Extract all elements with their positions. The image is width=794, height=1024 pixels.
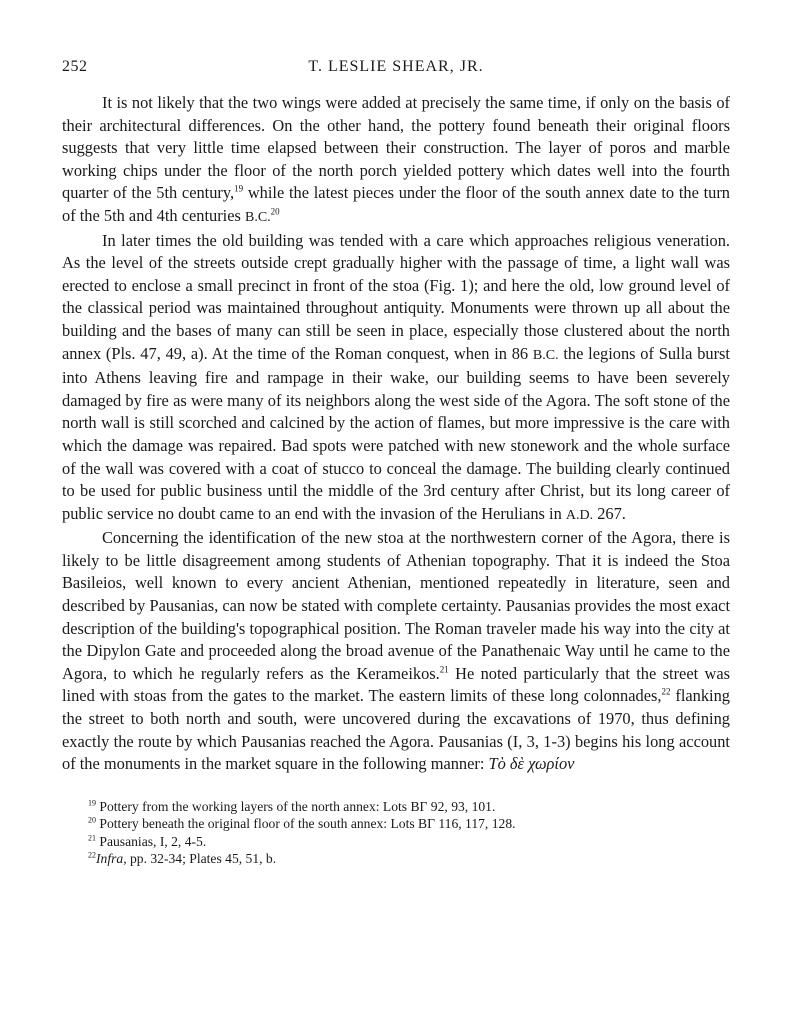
footnote-ref-21: 21: [439, 664, 449, 675]
footnote-text: Pausanias, I, 2, 4-5.: [99, 833, 207, 849]
paragraph-3-text-a: Concerning the identification of the new stoa at the northwestern corner of the Agora, there is likely to be little disagreement among students of Athenian topography. That it is indeed the Stoa Basileios, well known to every ancient Athenian, mentioned repeatedly in literature, seen and described by Pausanias, can now be stated with complete certainty. Pausanias provides the most exact description of the building's topographical position. The Roman traveler made his way into the city at the Dipylon Gate and proceeded along the broad avenue of the Panathenaic Way until he came to the Agora, to which he regularly refers as the Kerameikos.: [62, 528, 730, 683]
footnote-ref-22: 22: [661, 686, 671, 697]
paragraph-2-text-c: 267.: [593, 503, 626, 523]
footnote-20: [88, 815, 730, 832]
footnote-number: 22: [88, 850, 96, 860]
paragraph-2-text-b: the legions of Sulla burst into Athens leaving fire and rampage in their wake, our building seems to have been severely damaged by fire as were many of its neighbors along the west side of the Agora. The soft stone of the north wall is still scorched and calcined by the action of flames, but more impressive is the care with which the damage was repaired. Bad spots were patched with new stonework and the whole surface of the wall was covered with a coat of stucco to conceal the damage. The building clearly continued to be used for public business until the middle of the 3rd century after Christ, but its long career of public service no doubt came to an end with the invasion of the Herulians in: [62, 343, 730, 523]
bc-abbrev: B.C.: [244, 209, 271, 225]
greek-quote: Τὸ δὲ χωρίον: [488, 754, 575, 774]
footnotes: [62, 798, 730, 868]
footnote-19: [88, 798, 730, 815]
paragraph-3: [62, 527, 730, 776]
ad-abbrev: A.D.: [565, 507, 594, 523]
running-title: T. LESLIE SHEAR, JR.: [308, 58, 484, 75]
footnote-number: 19: [88, 798, 96, 808]
body-text: [62, 92, 730, 776]
page-number: 252: [62, 58, 88, 75]
paragraph-2-text-a: In later times the old building was tended with a care which approaches religious veneration. As the level of the streets outside crept gradually higher with the passage of time, a light wall was erected to enclose a small precinct in front of the stoa (Fig. 1); and here the old, low ground level of the classical period was maintained throughout antiquity. Monuments were thrown up all about the building and the bases of many can still be seen in place, especially those clustered about the north annex (Pls. 47, 49, a). At the time of the Roman conquest, when in 86: [62, 230, 730, 363]
footnote-text: pp. 32-34; Plates 45, 51, b.: [126, 851, 277, 867]
paragraph-1-text-b: while the latest pieces under the floor of the south annex date to the turn of the 5th and 4th centuries: [62, 183, 730, 225]
paragraph-2: [62, 230, 730, 528]
footnote-text: Pottery from the working layers of the north annex: Lots ΒΓ 92, 93, 101.: [99, 798, 496, 814]
paragraph-3-text-b: He noted particularly that the street was lined with stoas from the gates to the market. The eastern limits of these long colonnades,: [62, 663, 731, 706]
paragraph-3-text-c: flanking the street to both north and south, were uncovered during the excavations of 1970, thus defining exactly the route by which Pausanias reached the Agora. Pausanias (I, 3, 1-3) begins his long account of the monuments in the market square in the following manner:: [62, 686, 730, 774]
footnote-number: 21: [88, 833, 96, 843]
footnote-italic: Infra,: [96, 851, 127, 867]
page-header: [62, 58, 730, 80]
footnote-text: Pottery beneath the original floor of the south annex: Lots ΒΓ 116, 117, 128.: [99, 816, 516, 832]
paragraph-1-text-a: It is not likely that the two wings were added at precisely the same time, if only on the basis of their architectural differences. On the other hand, the pottery found beneath their original floors suggests that very little time elapsed between their construction. The layer of poros and marble working chips under the floor of the north porch yielded pottery which dates well into the fourth quarter of the 5th century,: [62, 93, 730, 203]
page: [62, 58, 730, 867]
bc-abbrev: B.C.: [532, 347, 559, 363]
footnote-22: [88, 850, 730, 867]
footnote-ref-19: 19: [234, 183, 244, 194]
paragraph-1: [62, 92, 730, 230]
footnote-ref-20: 20: [270, 206, 280, 217]
footnote-number: 20: [88, 815, 96, 825]
footnote-21: [88, 833, 730, 850]
